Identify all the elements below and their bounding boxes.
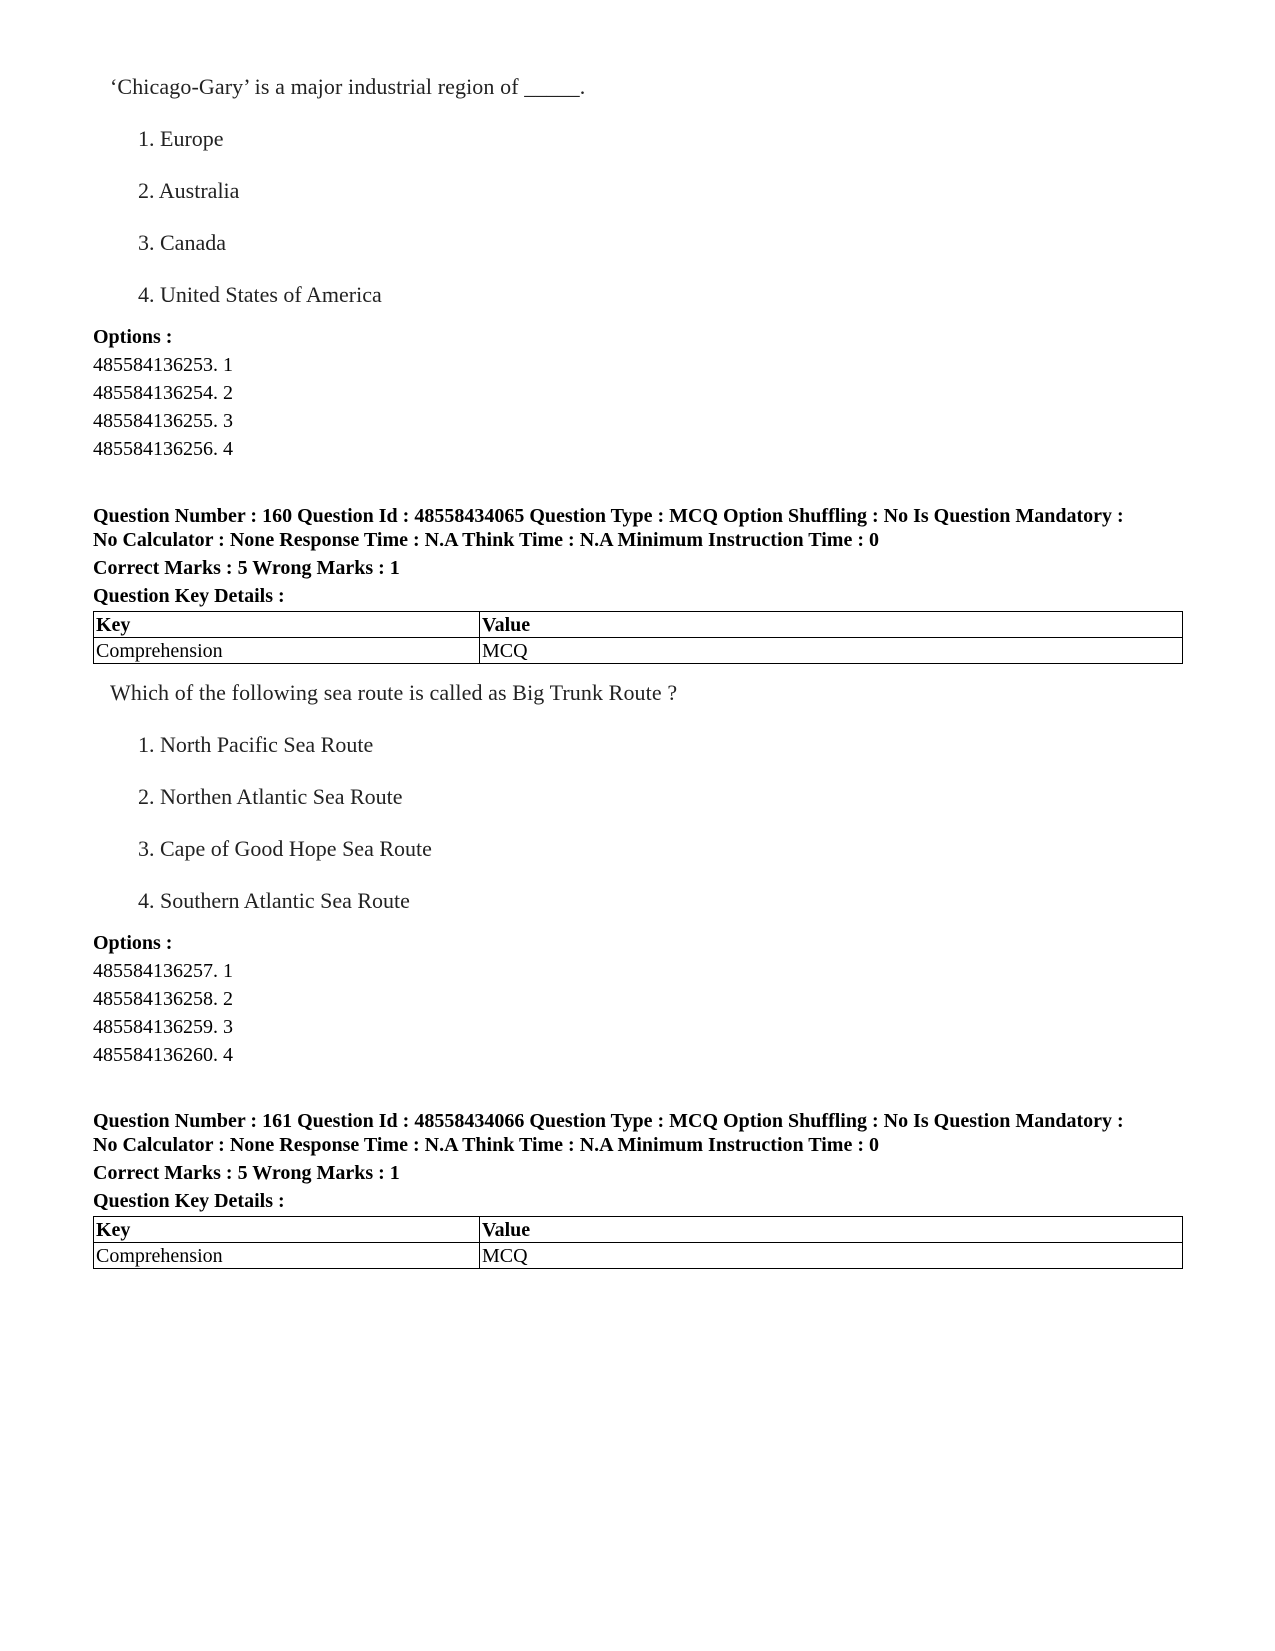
marks-line: Correct Marks : 5 Wrong Marks : 1 — [93, 557, 400, 579]
key-details-table — [93, 611, 1183, 664]
table-header-value: Value — [480, 612, 1183, 638]
option-id-line: 485584136258. 2 — [93, 988, 233, 1010]
choice-item: 2. Australia — [138, 178, 240, 203]
option-id-line: 485584136260. 4 — [93, 1044, 233, 1066]
choice-item: 4. Southern Atlantic Sea Route — [138, 888, 410, 913]
marks-line: Correct Marks : 5 Wrong Marks : 1 — [93, 1162, 400, 1184]
table-cell-key: Comprehension — [94, 638, 480, 664]
question-stem: ‘Chicago-Gary’ is a major industrial region of _____. — [110, 74, 586, 99]
choice-item: 3. Canada — [138, 230, 226, 255]
question-meta-line2: No Calculator : None Response Time : N.A Think Time : N.A Minimum Instruction Time : 0 — [93, 1134, 879, 1156]
table-header-value: Value — [480, 1217, 1183, 1243]
option-id-line: 485584136253. 1 — [93, 354, 233, 376]
table-header-row — [94, 612, 1183, 638]
choice-item: 4. United States of America — [138, 282, 382, 307]
question-meta-line1: Question Number : 161 Question Id : 48558434066 Question Type : MCQ Option Shuffling : No Is Question Mandatory : — [93, 1110, 1124, 1132]
options-label: Options : — [93, 932, 173, 954]
option-id-line: 485584136256. 4 — [93, 438, 233, 460]
option-id-line: 485584136255. 3 — [93, 410, 233, 432]
choice-item: 3. Cape of Good Hope Sea Route — [138, 836, 432, 861]
table-header-key: Key — [94, 612, 480, 638]
table-header-key: Key — [94, 1217, 480, 1243]
choice-item: 1. North Pacific Sea Route — [138, 732, 374, 757]
key-details-table — [93, 1216, 1183, 1269]
option-id-line: 485584136257. 1 — [93, 960, 233, 982]
options-label: Options : — [93, 326, 173, 348]
table-header-row — [94, 1217, 1183, 1243]
table-cell-key: Comprehension — [94, 1243, 480, 1269]
option-id-line: 485584136254. 2 — [93, 382, 233, 404]
table-row — [94, 1243, 1183, 1269]
table-row — [94, 638, 1183, 664]
table-cell-value: MCQ — [480, 638, 1183, 664]
option-id-line: 485584136259. 3 — [93, 1016, 233, 1038]
choice-item: 2. Northen Atlantic Sea Route — [138, 784, 403, 809]
table-cell-value: MCQ — [480, 1243, 1183, 1269]
question-stem: Which of the following sea route is called as Big Trunk Route ? — [110, 680, 678, 705]
key-details-label: Question Key Details : — [93, 585, 285, 607]
question-meta-line1: Question Number : 160 Question Id : 48558434065 Question Type : MCQ Option Shuffling : No Is Question Mandatory : — [93, 505, 1124, 527]
choice-item: 1. Europe — [138, 126, 224, 151]
key-details-label: Question Key Details : — [93, 1190, 285, 1212]
question-meta-line2: No Calculator : None Response Time : N.A Think Time : N.A Minimum Instruction Time : 0 — [93, 529, 879, 551]
